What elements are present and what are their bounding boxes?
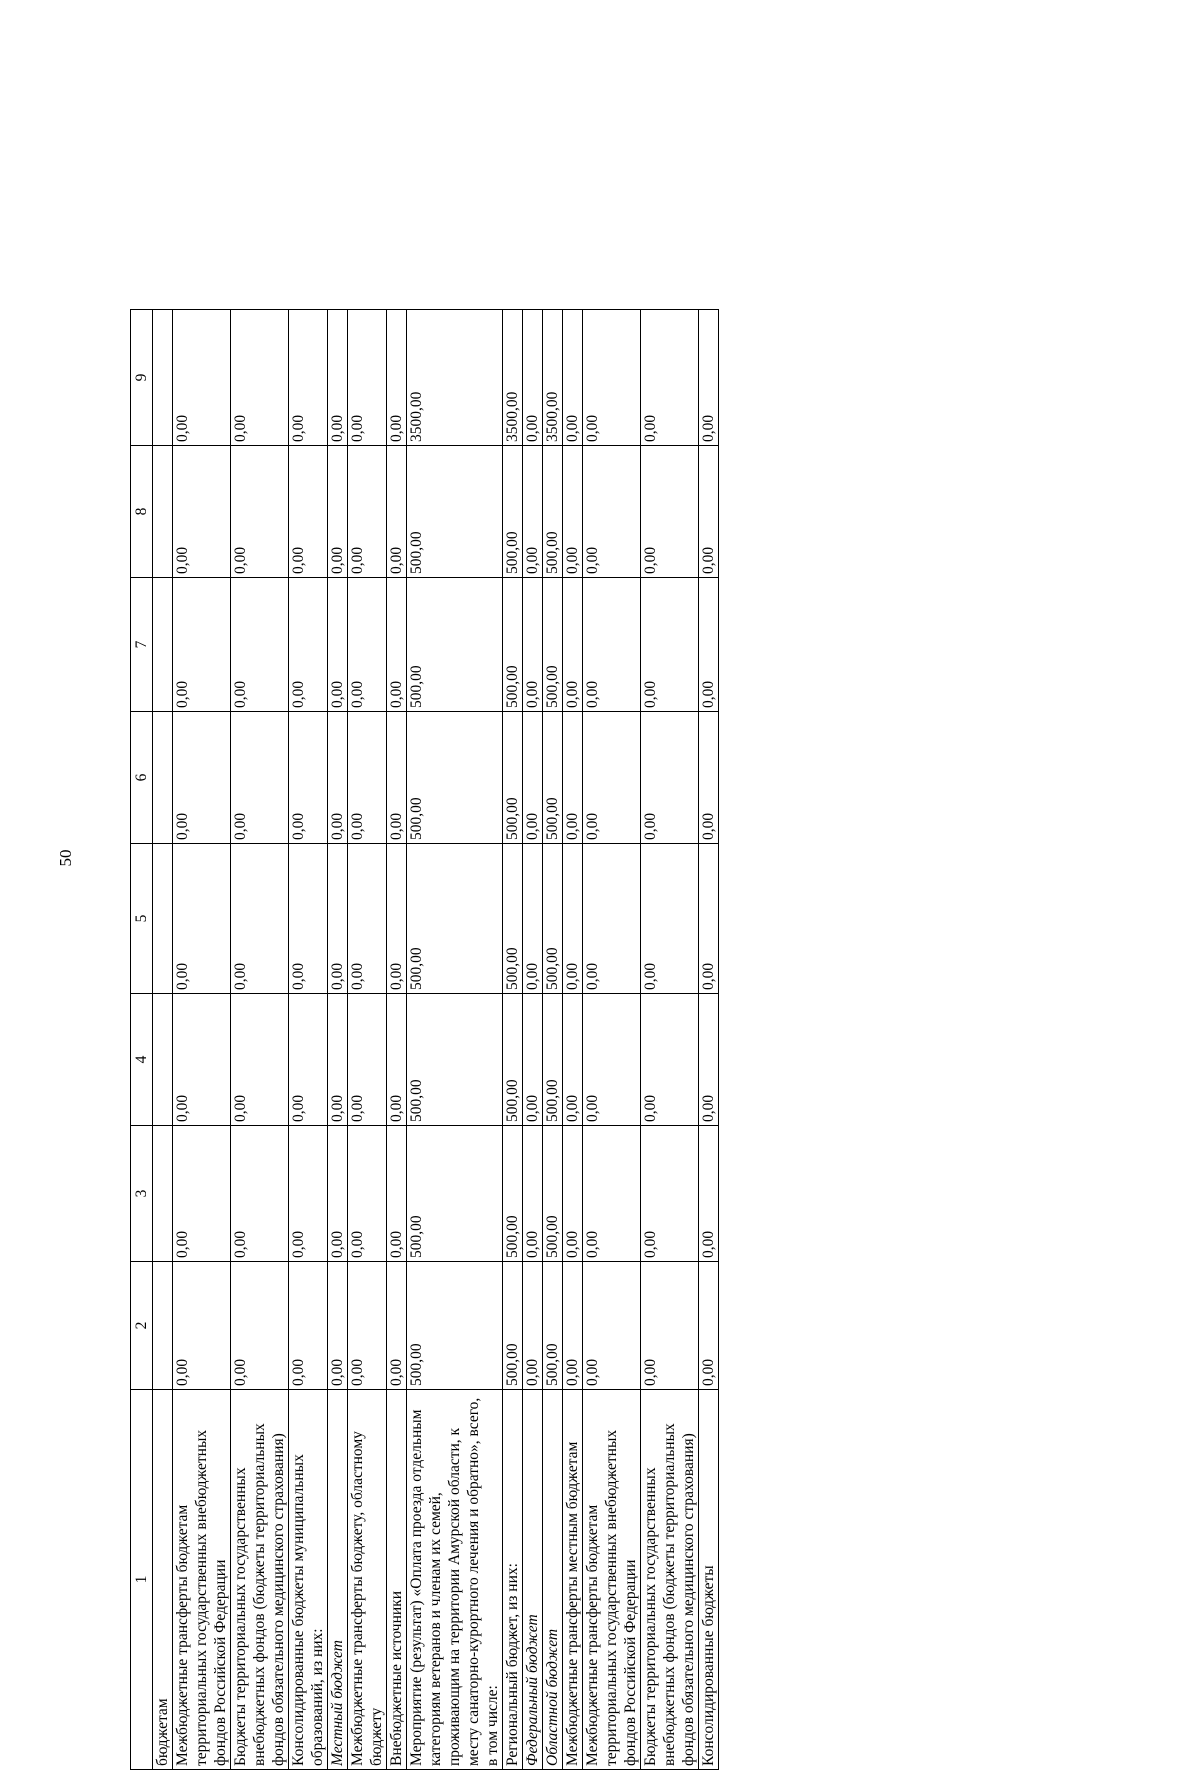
value-cell: 0,00	[563, 1126, 583, 1262]
value-cell: 0,00	[387, 994, 407, 1126]
value-cell: 0,00	[328, 844, 348, 994]
column-header: 4	[131, 994, 153, 1126]
value-cell: 0,00	[583, 1126, 641, 1262]
value-cell: 0,00	[328, 1126, 348, 1262]
value-cell: 0,00	[563, 712, 583, 844]
value-cell: 0,00	[523, 1262, 543, 1390]
value-cell: 0,00	[583, 1262, 641, 1390]
value-cell: 0,00	[328, 578, 348, 712]
value-cell: 500,00	[407, 712, 503, 844]
table-row	[289, 310, 328, 1770]
row-label: Межбюджетные трансферты бюджету, областному бюджету	[348, 1390, 387, 1770]
value-cell: 0,00	[563, 994, 583, 1126]
value-cell: 500,00	[503, 1126, 523, 1262]
value-cell: 0,00	[641, 446, 699, 578]
row-label: Мероприятие (результат) «Оплата проезда отдельным категориям ветеранов и членам их семей, проживающим на территории Амурской области, к месту санаторно-курортного лечения и обратно», всего, в том числе:	[407, 1390, 503, 1770]
value-cell: 0,00	[641, 844, 699, 994]
value-cell: 0,00	[641, 578, 699, 712]
row-label: Бюджеты территориальных государственных внебюджетных фондов (бюджеты территориальных фондов обязательного медицинского страхования)	[641, 1390, 699, 1770]
rotated-table-container	[130, 310, 990, 1770]
table-row	[641, 310, 699, 1770]
value-cell: 0,00	[173, 1262, 231, 1390]
row-label: Бюджеты территориальных государственных внебюджетных фондов (бюджеты территориальных фондов обязательного медицинского страхования)	[231, 1390, 289, 1770]
value-cell: 0,00	[348, 578, 387, 712]
value-cell: 500,00	[543, 844, 563, 994]
row-label: Внебюджетные источники	[387, 1390, 407, 1770]
row-label: Региональный бюджет, из них:	[503, 1390, 523, 1770]
value-cell: 500,00	[407, 446, 503, 578]
table-row	[153, 310, 173, 1770]
value-cell: 0,00	[699, 712, 719, 844]
value-cell: 0,00	[523, 712, 543, 844]
value-cell: 0,00	[231, 1126, 289, 1262]
value-cell: 3500,00	[407, 310, 503, 446]
value-cell: 0,00	[328, 1262, 348, 1390]
value-cell: 0,00	[289, 310, 328, 446]
value-cell: 0,00	[387, 844, 407, 994]
table-row	[348, 310, 387, 1770]
value-cell: 0,00	[289, 712, 328, 844]
row-label: Консолидированные бюджеты	[699, 1390, 719, 1770]
table-row	[328, 310, 348, 1770]
value-cell: 0,00	[583, 446, 641, 578]
column-header: 2	[131, 1262, 153, 1390]
value-cell: 500,00	[503, 446, 523, 578]
value-cell: 0,00	[231, 446, 289, 578]
table-row	[387, 310, 407, 1770]
value-cell: 500,00	[503, 578, 523, 712]
value-cell: 0,00	[523, 844, 543, 994]
value-cell: 0,00	[583, 994, 641, 1126]
value-cell: 0,00	[641, 310, 699, 446]
value-cell: 0,00	[387, 1126, 407, 1262]
value-cell: 0,00	[231, 310, 289, 446]
value-cell: 500,00	[503, 712, 523, 844]
row-label: Межбюджетные трансферты бюджетам территориальных государственных внебюджетных фондов Российской Федерации	[173, 1390, 231, 1770]
value-cell: 0,00	[328, 712, 348, 844]
value-cell: 0,00	[348, 1126, 387, 1262]
value-cell: 500,00	[543, 446, 563, 578]
value-cell: 500,00	[503, 994, 523, 1126]
value-cell: 0,00	[563, 578, 583, 712]
value-cell: 0,00	[289, 994, 328, 1126]
value-cell: 0,00	[173, 994, 231, 1126]
table-row	[543, 310, 563, 1770]
value-cell: 3500,00	[503, 310, 523, 446]
value-cell: 0,00	[231, 578, 289, 712]
value-cell	[153, 994, 173, 1126]
value-cell	[153, 1262, 173, 1390]
row-label: Областной бюджет	[543, 1390, 563, 1770]
value-cell: 0,00	[699, 844, 719, 994]
value-cell: 500,00	[407, 578, 503, 712]
value-cell: 500,00	[503, 1262, 523, 1390]
column-header: 9	[131, 310, 153, 446]
row-label: Консолидированные бюджеты муниципальных образований, из них:	[289, 1390, 328, 1770]
value-cell: 0,00	[231, 994, 289, 1126]
value-cell: 0,00	[523, 994, 543, 1126]
row-label: Местный бюджет	[328, 1390, 348, 1770]
value-cell: 500,00	[543, 1126, 563, 1262]
table-row	[173, 310, 231, 1770]
value-cell: 0,00	[289, 844, 328, 994]
value-cell: 0,00	[348, 446, 387, 578]
value-cell: 0,00	[328, 310, 348, 446]
column-header: 6	[131, 712, 153, 844]
value-cell: 500,00	[407, 1262, 503, 1390]
table-row	[563, 310, 583, 1770]
value-cell: 0,00	[328, 446, 348, 578]
value-cell: 0,00	[699, 1126, 719, 1262]
value-cell: 0,00	[289, 1262, 328, 1390]
budget-table	[130, 309, 719, 1770]
value-cell: 0,00	[231, 844, 289, 994]
value-cell: 0,00	[563, 844, 583, 994]
value-cell	[153, 310, 173, 446]
value-cell	[153, 712, 173, 844]
value-cell: 0,00	[387, 310, 407, 446]
value-cell	[153, 844, 173, 994]
value-cell	[153, 578, 173, 712]
table-row	[699, 310, 719, 1770]
value-cell: 0,00	[289, 446, 328, 578]
value-cell: 500,00	[407, 994, 503, 1126]
value-cell: 3500,00	[543, 310, 563, 446]
value-cell: 0,00	[173, 844, 231, 994]
value-cell: 0,00	[583, 712, 641, 844]
page-number: 50	[56, 849, 75, 867]
table-row	[503, 310, 523, 1770]
value-cell: 0,00	[699, 1262, 719, 1390]
table-header-row	[131, 310, 153, 1770]
row-label: Федеральный бюджет	[523, 1390, 543, 1770]
value-cell: 500,00	[543, 578, 563, 712]
value-cell	[153, 1126, 173, 1262]
value-cell: 0,00	[328, 994, 348, 1126]
value-cell: 0,00	[563, 1262, 583, 1390]
row-label: бюджетам	[153, 1390, 173, 1770]
value-cell: 0,00	[348, 994, 387, 1126]
value-cell: 0,00	[173, 310, 231, 446]
column-header: 7	[131, 578, 153, 712]
value-cell: 0,00	[348, 712, 387, 844]
value-cell	[153, 446, 173, 578]
value-cell: 500,00	[543, 1262, 563, 1390]
value-cell: 0,00	[699, 578, 719, 712]
value-cell: 0,00	[641, 712, 699, 844]
value-cell: 0,00	[387, 446, 407, 578]
value-cell: 0,00	[387, 712, 407, 844]
row-label: Межбюджетные трансферты местным бюджетам	[563, 1390, 583, 1770]
value-cell: 0,00	[699, 446, 719, 578]
column-header: 1	[131, 1390, 153, 1770]
column-header: 3	[131, 1126, 153, 1262]
value-cell: 0,00	[641, 994, 699, 1126]
table-row	[583, 310, 641, 1770]
table-row	[231, 310, 289, 1770]
value-cell: 0,00	[563, 446, 583, 578]
value-cell: 0,00	[583, 578, 641, 712]
value-cell: 500,00	[543, 712, 563, 844]
value-cell: 0,00	[173, 712, 231, 844]
value-cell: 0,00	[348, 310, 387, 446]
value-cell: 500,00	[407, 844, 503, 994]
column-header: 8	[131, 446, 153, 578]
value-cell: 0,00	[173, 1126, 231, 1262]
value-cell: 0,00	[699, 994, 719, 1126]
value-cell: 0,00	[563, 310, 583, 446]
column-header: 5	[131, 844, 153, 994]
value-cell: 500,00	[543, 994, 563, 1126]
value-cell: 0,00	[641, 1262, 699, 1390]
value-cell: 500,00	[503, 844, 523, 994]
value-cell: 0,00	[173, 578, 231, 712]
value-cell: 0,00	[173, 446, 231, 578]
value-cell: 0,00	[583, 844, 641, 994]
value-cell: 0,00	[231, 712, 289, 844]
value-cell: 0,00	[641, 1126, 699, 1262]
table-row	[523, 310, 543, 1770]
value-cell: 500,00	[407, 1126, 503, 1262]
value-cell: 0,00	[523, 310, 543, 446]
table-row	[407, 310, 503, 1770]
value-cell: 0,00	[583, 310, 641, 446]
row-label: Межбюджетные трансферты бюджетам территориальных государственных внебюджетных фондов Российской Федерации	[583, 1390, 641, 1770]
value-cell: 0,00	[387, 578, 407, 712]
value-cell: 0,00	[523, 446, 543, 578]
value-cell: 0,00	[699, 310, 719, 446]
value-cell: 0,00	[289, 1126, 328, 1262]
value-cell: 0,00	[348, 1262, 387, 1390]
value-cell: 0,00	[289, 578, 328, 712]
value-cell: 0,00	[348, 844, 387, 994]
value-cell: 0,00	[523, 1126, 543, 1262]
value-cell: 0,00	[387, 1262, 407, 1390]
value-cell: 0,00	[231, 1262, 289, 1390]
value-cell: 0,00	[523, 578, 543, 712]
